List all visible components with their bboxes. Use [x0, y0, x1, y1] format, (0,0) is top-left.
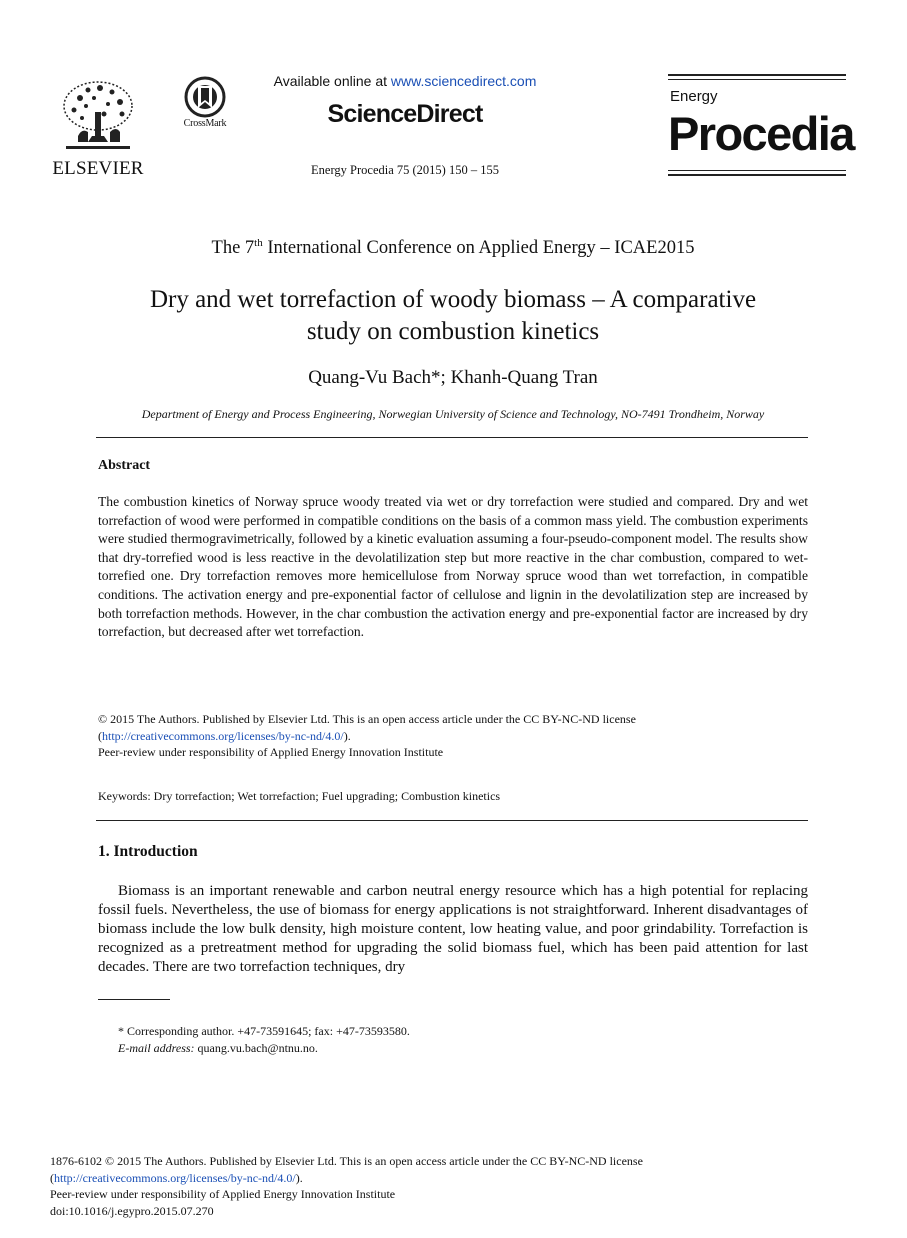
introduction-heading: 1. Introduction: [98, 843, 198, 860]
logo-rule-bottom-thin: [668, 170, 846, 171]
author-affiliation: Department of Energy and Process Engineering, Norwegian University of Science and Technology, NO-7491 Trondheim, Norway: [141, 407, 765, 421]
copyright-block: [98, 711, 808, 761]
elsevier-wordmark: ELSEVIER: [52, 158, 144, 179]
energy-procedia-logo: [668, 74, 854, 176]
divider-top: [96, 437, 808, 438]
email-address[interactable]: quang.vu.bach@ntnu.no.: [194, 1040, 318, 1055]
paper-title-line-2: study on combustion kinetics: [306, 318, 600, 345]
elsevier-tree-icon: [58, 76, 138, 154]
logo-rule-bottom: [668, 174, 846, 176]
paren-open: (: [98, 728, 102, 743]
conference-name: [98, 237, 808, 259]
conference-ordinal: th: [254, 237, 263, 249]
license-link[interactable]: http://creativecommons.org/licenses/by-nc-nd/4.0/: [102, 728, 344, 743]
sciencedirect-brand: ScienceDirect: [327, 100, 483, 128]
sciencedirect-link[interactable]: www.sciencedirect.com: [390, 73, 537, 89]
license-line: [98, 728, 808, 745]
logo-rule-top-thin: [668, 79, 846, 80]
peer-review-line: Peer-review under responsibility of Applied Energy Innovation Institute: [98, 745, 444, 759]
doi-line[interactable]: doi:10.1016/j.egypro.2015.07.270: [50, 1203, 214, 1218]
conference-prefix: The 7: [211, 238, 255, 259]
paper-title: [98, 284, 808, 348]
bottom-license-link[interactable]: http://creativecommons.org/licenses/by-nc-nd/4.0/: [54, 1170, 296, 1185]
footnote: [118, 1023, 808, 1056]
logo-energy-word: Energy: [670, 88, 718, 105]
crossmark-icon: [182, 76, 228, 118]
elsevier-logo: [52, 76, 144, 179]
availability-prefix: Available online at: [273, 73, 391, 89]
email-label: E-mail address:: [118, 1040, 195, 1055]
logo-procedia-word: Procedia: [668, 107, 854, 160]
crossmark-label: CrossMark: [183, 118, 227, 129]
footnote-rule: [98, 999, 170, 1000]
crossmark-badge[interactable]: [176, 76, 234, 132]
paper-title-line-1: Dry and wet torrefaction of woody biomass – A comparative: [149, 286, 757, 313]
corresponding-author-line: * Corresponding author. +47-73591645; fax: +47-73593580.: [118, 1024, 410, 1038]
keywords-label: Keywords:: [98, 789, 151, 803]
abstract-heading: Abstract: [98, 458, 151, 473]
logo-rule-top: [668, 74, 846, 76]
divider-bottom: [96, 820, 808, 821]
keywords-text: Dry torrefaction; Wet torrefaction; Fuel upgrading; Combustion kinetics: [150, 789, 501, 803]
conference-rest: International Conference on Applied Energy – ICAE2015: [262, 238, 695, 259]
journal-reference: Energy Procedia 75 (2015) 150 – 155: [311, 163, 499, 177]
bottom-paren-close: ).: [295, 1170, 303, 1185]
copyright-line: © 2015 The Authors. Published by Elsevier Ltd. This is an open access article under the CC BY-NC-ND license: [98, 712, 636, 726]
keywords-line: [98, 789, 808, 804]
issn-line: 1876-6102 © 2015 The Authors. Published by Elsevier Ltd. This is an open access article under the CC BY-NC-ND license: [50, 1154, 643, 1168]
paren-close: ).: [343, 728, 351, 743]
bottom-metadata: [50, 1153, 810, 1219]
bottom-license-line: [50, 1170, 810, 1187]
introduction-body: Biomass is an important renewable and carbon neutral energy resource which has a high potential for replacing fossil fuels. Nevertheless, the use of biomass for energy applications is not straightforward. Inherent disadvantages of biomass include the low bulk density, high moisture content, low heating value, and poor grindability. Torrefaction is recognized as a pretreatment method for upgrading the solid biomass fuel, which has been paid attention for last decades. There are two torrefaction techniques, dry: [98, 883, 808, 975]
email-line: [118, 1040, 808, 1057]
availability-line: [250, 73, 560, 89]
bottom-paren-open: (: [50, 1170, 54, 1185]
author-list: Quang-Vu Bach*; Khanh-Quang Tran: [308, 367, 598, 388]
bottom-peer-review-line: Peer-review under responsibility of Applied Energy Innovation Institute: [50, 1187, 396, 1201]
abstract-body: The combustion kinetics of Norway spruce woody treated via wet or dry torrefaction were studied and compared. Dry and wet torrefaction of wood were performed in compatible conditions on the basis of a common mass yield. The combustion experiments were studied thermogravimetrically, followed by a kinetic evaluation assuming a four-pseudo-component model. The results show that dry-torrefied wood is less reactive in the devolatilization step but more reactive in the char combustion, compared to wet-torrefied one. Dry torrefaction removes more hemicellulose from Norway spruce wood than wet torrefaction, in compatible conditions. The activation energy and pre-exponential factor of cellulose and lignin in the devolatilization step are increased by both torrefaction methods. However, in the char combustion the activation energy and pre-exponential factor are increased by dry torrefaction, but decreased after wet torrefaction.: [98, 494, 808, 640]
